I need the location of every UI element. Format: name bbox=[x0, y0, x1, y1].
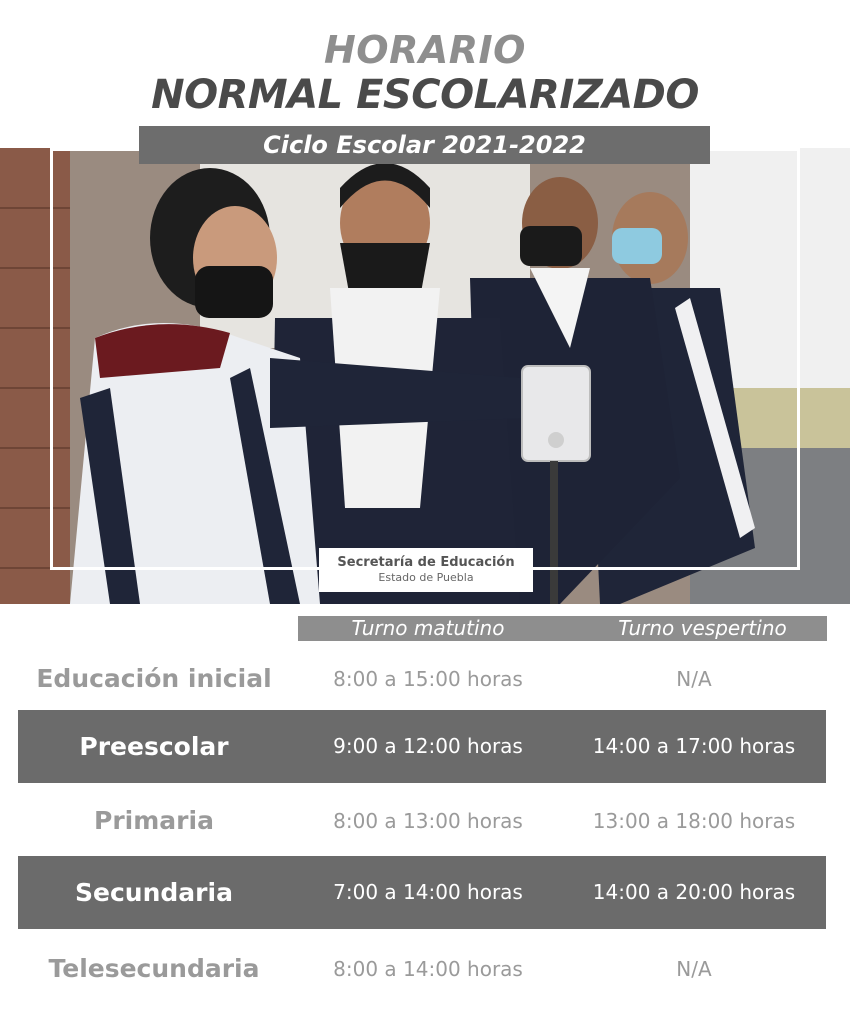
cycle-banner: Ciclo Escolar 2021-2022 bbox=[139, 126, 710, 164]
level-primaria: Primaria bbox=[94, 806, 214, 835]
morning-hours: 9:00 a 12:00 horas bbox=[333, 734, 523, 758]
morning-hours: 8:00 a 14:00 horas bbox=[333, 957, 523, 981]
title-normal-escolarizado: NORMAL ESCOLARIZADO bbox=[151, 72, 699, 118]
header-turno-matutino: Turno matutino bbox=[351, 616, 505, 640]
table-row bbox=[18, 856, 826, 929]
header-turno-vespertino: Turno vespertino bbox=[618, 616, 787, 640]
morning-hours: 8:00 a 15:00 horas bbox=[333, 667, 523, 691]
afternoon-hours: N/A bbox=[676, 667, 712, 691]
morning-hours: 8:00 a 13:00 horas bbox=[333, 809, 523, 833]
table-row bbox=[18, 652, 826, 706]
level-preescolar: Preescolar bbox=[79, 732, 229, 761]
morning-hours: 7:00 a 14:00 horas bbox=[333, 880, 523, 904]
title-horario: HORARIO bbox=[324, 28, 526, 72]
level-telesecundaria: Telesecundaria bbox=[48, 954, 260, 983]
logo-state: Estado de Puebla bbox=[378, 571, 474, 584]
sep-puebla-logo bbox=[319, 548, 533, 592]
logo-name: Secretaría de Educación bbox=[337, 555, 515, 570]
table-row bbox=[18, 936, 826, 1002]
photo-frame bbox=[50, 148, 800, 570]
level-educacion-inicial: Educación inicial bbox=[36, 664, 272, 693]
table-row bbox=[18, 788, 826, 854]
table-header bbox=[298, 616, 827, 641]
afternoon-hours: 14:00 a 17:00 horas bbox=[592, 734, 796, 758]
afternoon-hours: 14:00 a 20:00 horas bbox=[592, 880, 796, 904]
afternoon-hours: 13:00 a 18:00 horas bbox=[592, 809, 796, 833]
afternoon-hours: N/A bbox=[676, 957, 712, 981]
table-row bbox=[18, 710, 826, 783]
level-secundaria: Secundaria bbox=[75, 878, 233, 907]
